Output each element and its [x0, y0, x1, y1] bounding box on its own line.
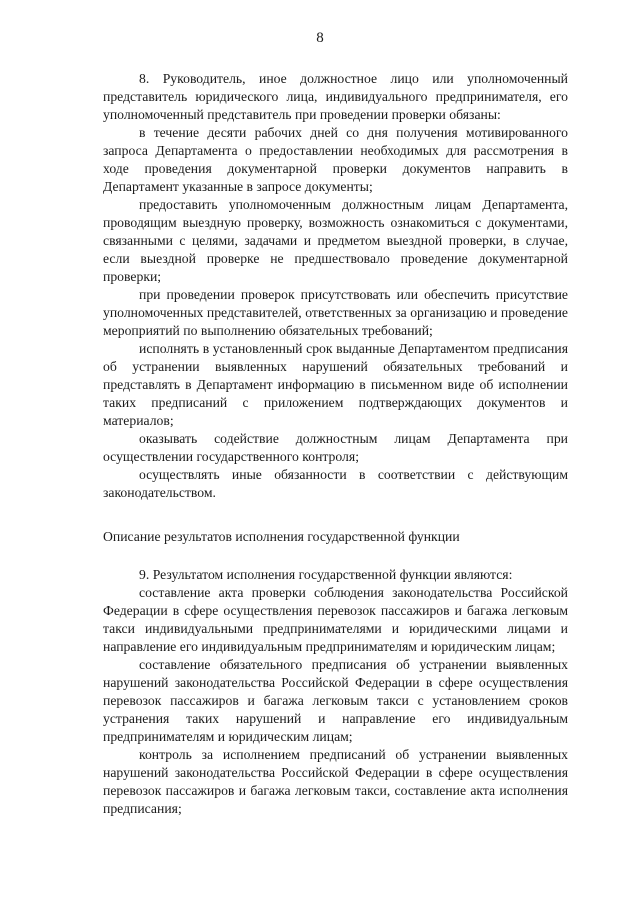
section-heading: Описание результатов исполнения государственной функции: [103, 529, 460, 544]
paragraph-duty-submit-documents: в течение десяти рабочих дней со дня получения мотивированного запроса Департамента о предоставлении необходимых для рассмотрения в ходе проведения документарной проверки документов направить в Департамент указанные в запросе документы;: [103, 125, 568, 194]
page-number: 8: [316, 30, 324, 46]
paragraph-item-8-intro: 8. Руководитель, иное должностное лицо или уполномоченный представитель юридического лица, индивидуального предпринимателя, его уполномоченный представитель при проведении проверки обязаны:: [103, 71, 568, 122]
paragraph-result-order-control: контроль за исполнением предписаний об устранении выявленных нарушений законодательства Российской Федерации в сфере осуществления перевозок пассажиров и багажа легковым такси, составление акта исполнения предписания;: [103, 747, 568, 816]
paragraph-result-mandatory-order: составление обязательного предписания об устранении выявленных нарушений законодательства Российской Федерации в сфере осуществления перевозок пассажиров и багажа легковым такси с установлением сроков устранения таких нарушений и направление его индивидуальным предпринимателям и юридическим лицам;: [103, 657, 568, 744]
document-body: [103, 70, 568, 818]
paragraph-duty-provide-access: предоставить уполномоченным должностным лицам Департамента, проводящим выездную проверку, возможность ознакомиться с документами, связанными с целями, задачами и предметом выездной проверки, в случае, если выездной проверке не предшествовало проведение документарной проверки;: [103, 197, 568, 284]
paragraph-item-9-intro: 9. Результатом исполнения государственной функции являются:: [139, 567, 513, 582]
paragraph-duty-execute-orders: исполнять в установленный срок выданные Департаментом предписания об устранении выявленных нарушений обязательных требований и представлять в Департамент информацию в письменном виде об исполнении таких предписаний с приложением подтверждающих документов и материалов;: [103, 341, 568, 428]
paragraph-duty-other: осуществлять иные обязанности в соответствии с действующим законодательством.: [103, 467, 568, 500]
paragraph-result-inspection-act: составление акта проверки соблюдения законодательства Российской Федерации в сфере осуществления перевозок пассажиров и багажа легковым такси индивидуальными предпринимателями и юридическими лицами и направление его индивидуальным предпринимателям и юридическим лицам;: [103, 585, 568, 654]
paragraph-duty-attend-inspection: при проведении проверок присутствовать или обеспечить присутствие уполномоченных представителей, ответственных за организацию и проведение мероприятий по выполнению обязательных требований;: [103, 287, 568, 338]
paragraph-duty-assist: оказывать содействие должностным лицам Департамента при осуществлении государственного контроля;: [103, 431, 568, 464]
